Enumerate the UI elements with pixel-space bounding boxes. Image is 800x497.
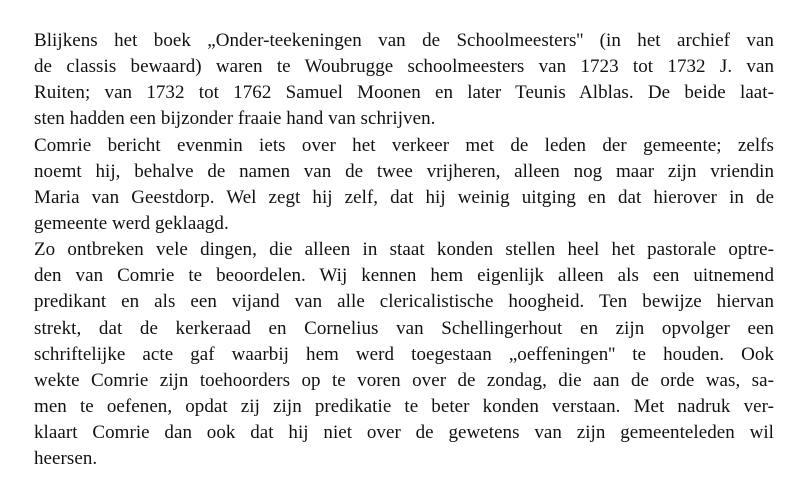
text-line: klaart Comrie dan ook dat hij niet over de gewetens van zijn gemeenteleden wil [34, 422, 774, 444]
text-line: Maria van Geestdorp. Wel zegt hij zelf, dat hij weinig uitging en dat hierover in de [34, 186, 774, 208]
text-line: noemt hij, behalve de namen van de twee vrijheren, alleen nog maar zijn vriendin [34, 160, 774, 182]
text-line: sten hadden een bijzonder fraaie hand van schrijven. [34, 108, 436, 130]
text-line: strekt, dat de kerkeraad en Cornelius van Schellingerhout en zijn opvolger een [34, 317, 774, 339]
text-line: men te oefenen, opdat zij zijn predikatie te beter konden verstaan. Met nadruk ver- [34, 395, 774, 417]
text-line: Ruiten; van 1732 tot 1762 Samuel Moonen en later Teunis Alblas. De beide laat- [34, 82, 774, 104]
body-text [34, 28, 774, 472]
text-line: gemeente werd geklaagd. [34, 212, 229, 234]
text-line: predikant en als een vijand van alle clericalistische hoogheid. Ten bewijze hiervan [34, 291, 774, 313]
text-line: heersen. [34, 448, 98, 470]
text-line: Comrie bericht evenmin iets over het verkeer met de leden der gemeente; zelfs [34, 134, 774, 156]
text-line: de classis bewaard) waren te Woubrugge schoolmeesters van 1723 tot 1732 J. van [34, 56, 774, 78]
paragraph-schoolmeesters [34, 28, 774, 133]
text-line: Blijkens het boek „Onder-teekeningen van de Schoolmeesters'' (in het archief van [34, 30, 774, 51]
paragraph-gemeente [34, 133, 774, 238]
text-line: Zo ontbreken vele dingen, die alleen in staat konden stellen heel het pastorale optre- [34, 239, 774, 261]
text-line: wekte Comrie zijn toehoorders op te voren over de zondag, die aan de orde was, sa- [34, 369, 774, 391]
paragraph-pastorale [34, 237, 774, 472]
text-line: den van Comrie te beoordelen. Wij kennen hem eigenlijk alleen als een uitnemend [34, 265, 774, 287]
text-line: schriftelijke acte gaf waarbij hem werd toegestaan „oeffeningen'' te houden. Ook [34, 343, 774, 365]
